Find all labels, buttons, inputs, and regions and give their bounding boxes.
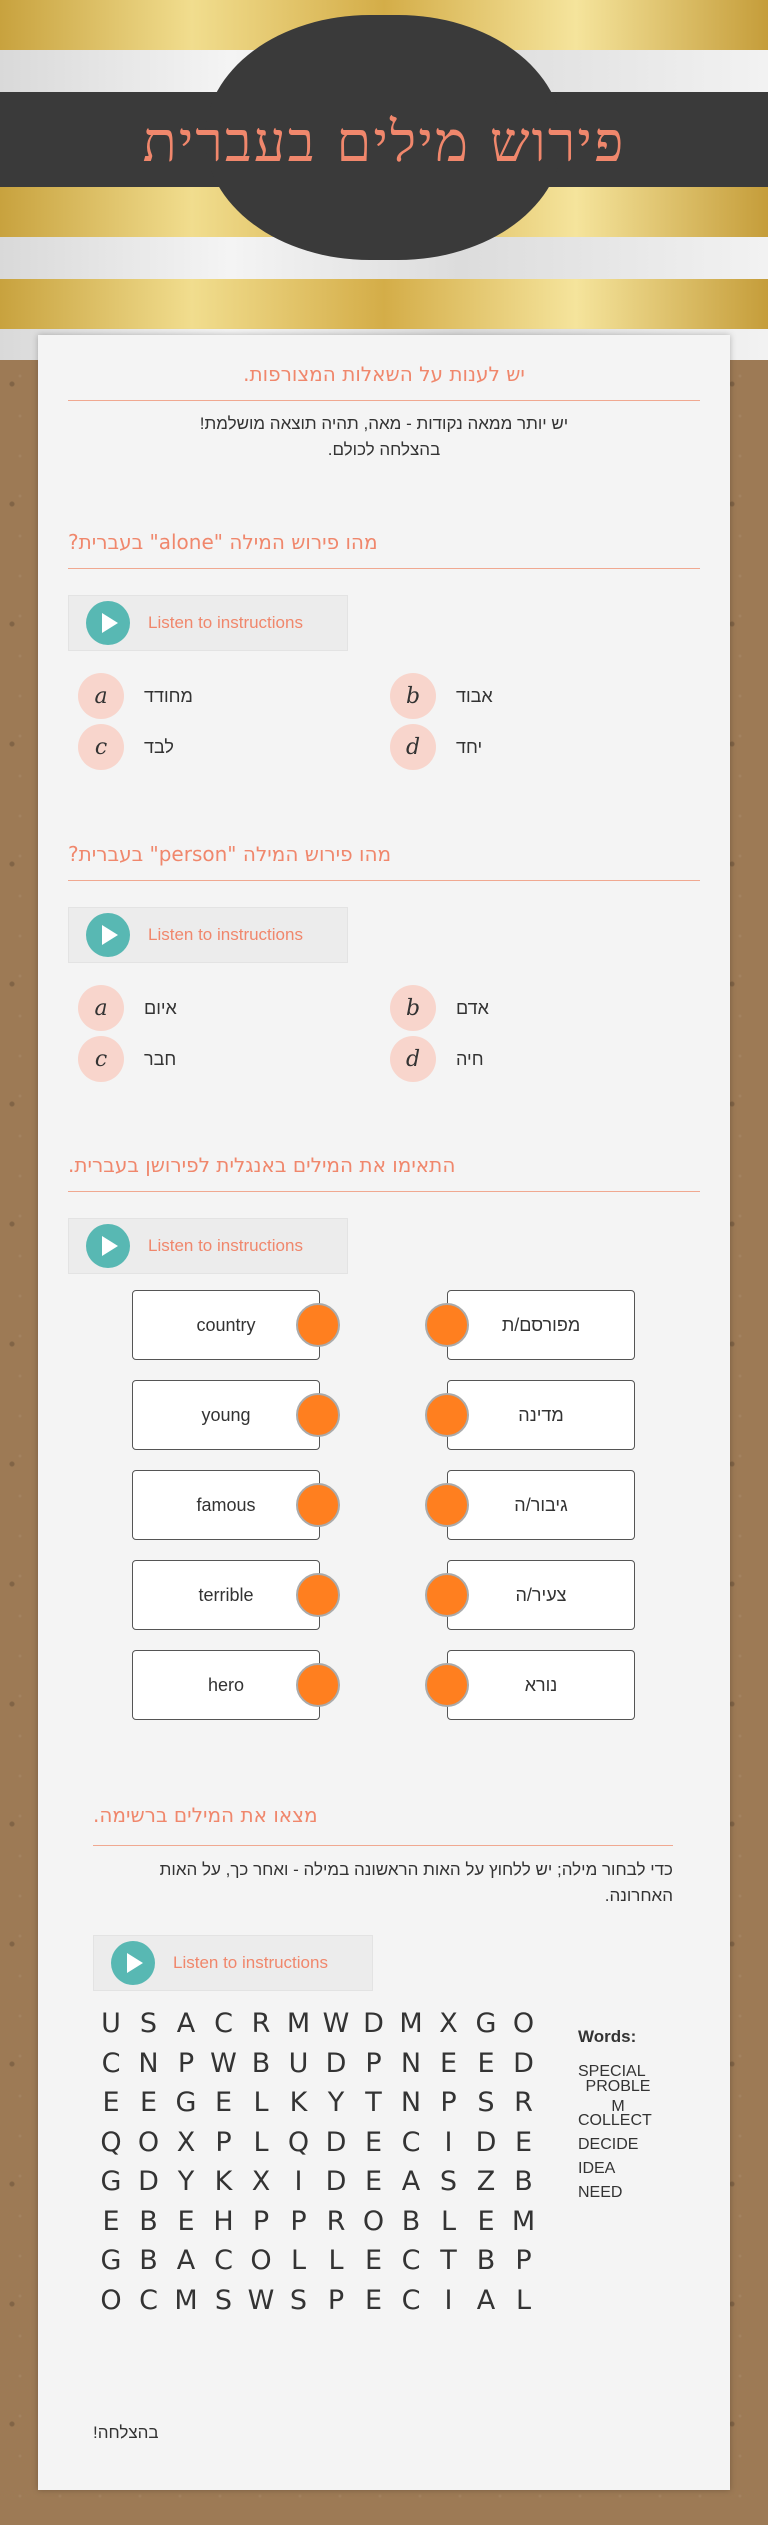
- play-icon[interactable]: [111, 1941, 155, 1985]
- option-text: איום: [144, 997, 177, 1018]
- grid-letter[interactable]: D: [325, 2126, 347, 2158]
- grid-letter[interactable]: E: [364, 2245, 383, 2276]
- grid-letter[interactable]: D: [363, 2008, 384, 2039]
- grid-letter[interactable]: C: [214, 2008, 233, 2039]
- play-icon[interactable]: [86, 913, 130, 957]
- match-left-item[interactable]: terrible: [132, 1560, 320, 1630]
- grid-letter[interactable]: E: [514, 2126, 533, 2158]
- play-icon[interactable]: [86, 1224, 130, 1268]
- grid-letter[interactable]: L: [328, 2245, 344, 2276]
- grid-letter[interactable]: P: [365, 2047, 382, 2079]
- grid-letter[interactable]: P: [290, 2205, 307, 2237]
- grid-letter[interactable]: D: [138, 2166, 159, 2197]
- q4-instructions: כדי לבחור מילה; יש ללחוץ על האות הראשונה במילה - ואחר כך, על האות האחרונה.: [159, 1860, 673, 1905]
- words-heading: Words:: [578, 2027, 637, 2046]
- grid-letter[interactable]: B: [401, 2205, 421, 2237]
- grid-letter[interactable]: S: [139, 2008, 158, 2039]
- option-letter: a: [78, 985, 124, 1031]
- listen-instructions-button[interactable]: [68, 1218, 348, 1274]
- option-text: אדם: [456, 997, 489, 1018]
- word-item: IDEA: [578, 2160, 616, 2177]
- match-connector-dot[interactable]: [425, 1393, 469, 1437]
- match-connector-dot[interactable]: [425, 1573, 469, 1617]
- grid-letter[interactable]: O: [250, 2245, 272, 2276]
- grid-letter[interactable]: E: [477, 2047, 495, 2079]
- match-connector-dot[interactable]: [296, 1663, 340, 1707]
- grid-letter[interactable]: X: [251, 2166, 271, 2197]
- grid-letter[interactable]: K: [214, 2166, 233, 2197]
- page-title: פירוש מילים בעברית: [142, 110, 626, 175]
- intro-line2: בהצלחה לכולם.: [327, 440, 441, 459]
- grid-letter[interactable]: W: [247, 2284, 275, 2316]
- q2-option-a[interactable]: [78, 984, 177, 1032]
- q1-title: מהו פירוש המילה "alone" בעברית?: [68, 530, 378, 554]
- grid-letter[interactable]: C: [401, 2126, 421, 2158]
- grid-letter[interactable]: E: [364, 2126, 383, 2158]
- grid-letter[interactable]: N: [400, 2087, 422, 2118]
- option-text: יחד: [456, 736, 483, 757]
- grid-letter[interactable]: X: [439, 2008, 458, 2039]
- grid-letter[interactable]: Y: [327, 2087, 345, 2118]
- grid-letter[interactable]: E: [177, 2205, 195, 2237]
- grid-letter[interactable]: E: [139, 2087, 158, 2118]
- word-item: NEED: [578, 2184, 623, 2201]
- grid-letter[interactable]: A: [176, 2008, 196, 2039]
- listen-instructions-button[interactable]: [93, 1935, 373, 1991]
- match-right-item[interactable]: מדינה: [447, 1380, 635, 1450]
- q2-option-d[interactable]: [390, 1035, 484, 1083]
- option-text: אבוד: [456, 685, 493, 706]
- grid-letter[interactable]: G: [475, 2008, 497, 2039]
- listen-label: Listen to instructions: [148, 613, 303, 632]
- match-right-item[interactable]: צעיר/ה: [447, 1560, 635, 1630]
- option-letter: b: [390, 985, 436, 1031]
- option-text: לבד: [144, 736, 174, 757]
- worksheet-card: [38, 335, 730, 2490]
- grid-letter[interactable]: E: [439, 2047, 458, 2079]
- footer-text: בהצלחה!: [93, 2423, 159, 2442]
- q1-option-c[interactable]: [78, 723, 174, 771]
- grid-letter[interactable]: G: [175, 2087, 197, 2118]
- listen-instructions-button[interactable]: [68, 595, 348, 651]
- grid-letter[interactable]: M: [174, 2284, 198, 2316]
- grid-letter[interactable]: E: [364, 2166, 383, 2197]
- grid-letter[interactable]: S: [439, 2166, 458, 2197]
- match-connector-dot[interactable]: [425, 1303, 469, 1347]
- grid-letter[interactable]: E: [102, 2205, 120, 2237]
- grid-letter[interactable]: D: [325, 2166, 347, 2197]
- q2-option-b[interactable]: [390, 984, 489, 1032]
- grid-letter[interactable]: I: [444, 2284, 453, 2316]
- word-item: COLLECT: [578, 2112, 652, 2129]
- grid-letter[interactable]: A: [176, 2245, 196, 2276]
- grid-letter[interactable]: B: [514, 2166, 533, 2197]
- match-connector-dot[interactable]: [296, 1483, 340, 1527]
- grid-letter[interactable]: C: [214, 2245, 233, 2276]
- grid-letter[interactable]: Z: [476, 2166, 496, 2197]
- grid-letter[interactable]: B: [251, 2047, 271, 2079]
- grid-letter[interactable]: W: [322, 2008, 350, 2039]
- grid-letter[interactable]: A: [401, 2166, 421, 2197]
- grid-letter[interactable]: E: [364, 2284, 383, 2316]
- divider: [68, 1191, 700, 1192]
- match-left-item[interactable]: country: [132, 1290, 320, 1360]
- word-item: PROBLE M: [585, 2078, 651, 2115]
- grid-letter[interactable]: B: [476, 2245, 496, 2276]
- q4-title: מצאו את המילים ברשימה.: [93, 1803, 318, 1827]
- grid-letter[interactable]: P: [252, 2205, 270, 2237]
- grid-letter[interactable]: G: [100, 2245, 122, 2276]
- grid-letter[interactable]: C: [139, 2284, 158, 2316]
- divider: [93, 1845, 673, 1846]
- grid-letter[interactable]: M: [286, 2008, 311, 2039]
- gold-stripe: [0, 279, 768, 329]
- grid-letter[interactable]: E: [102, 2087, 120, 2118]
- grid-letter[interactable]: C: [401, 2245, 421, 2276]
- divider: [68, 400, 700, 401]
- grid-letter[interactable]: Y: [177, 2166, 195, 2197]
- q3-title: התאימו את המילים באנגלית לפירושן בעברית.: [68, 1153, 456, 1177]
- grid-letter[interactable]: U: [101, 2008, 121, 2039]
- grid-letter[interactable]: P: [440, 2087, 457, 2118]
- grid-letter[interactable]: R: [326, 2205, 346, 2237]
- grid-letter[interactable]: S: [477, 2087, 495, 2118]
- q1-option-a[interactable]: [78, 672, 193, 720]
- listen-label: Listen to instructions: [173, 1953, 328, 1972]
- match-left-item[interactable]: hero: [132, 1650, 320, 1720]
- grid-letter[interactable]: S: [214, 2284, 233, 2316]
- grid-letter[interactable]: X: [176, 2126, 196, 2158]
- match-connector-dot[interactable]: [425, 1483, 469, 1527]
- option-text: חיה: [456, 1048, 484, 1069]
- grid-letter[interactable]: B: [139, 2245, 158, 2276]
- grid-letter[interactable]: W: [210, 2047, 237, 2079]
- q2-title: מהו פירוש המילה "person" בעברית?: [68, 842, 392, 866]
- word-item: DECIDE: [578, 2136, 639, 2153]
- grid-letter[interactable]: Q: [100, 2126, 122, 2158]
- q2-option-c[interactable]: [78, 1035, 176, 1083]
- option-letter: d: [390, 1036, 436, 1082]
- grid-letter[interactable]: P: [215, 2126, 232, 2158]
- grid-letter[interactable]: L: [515, 2284, 532, 2316]
- grid-letter[interactable]: G: [100, 2166, 122, 2197]
- listen-label: Listen to instructions: [148, 925, 303, 944]
- grid-letter[interactable]: T: [365, 2087, 382, 2118]
- grid-letter[interactable]: P: [327, 2284, 345, 2316]
- grid-letter[interactable]: O: [100, 2284, 122, 2316]
- grid-letter[interactable]: R: [251, 2008, 271, 2039]
- grid-letter[interactable]: N: [138, 2047, 159, 2079]
- listen-instructions-button[interactable]: [68, 907, 348, 963]
- grid-letter[interactable]: H: [213, 2205, 234, 2237]
- header-banner: [0, 0, 768, 360]
- word-item: SPECIAL: [578, 2063, 646, 2080]
- intro-heading: יש לענות על השאלות המצורפות.: [243, 362, 525, 386]
- grid-letter[interactable]: L: [253, 2126, 269, 2158]
- grid-letter[interactable]: L: [253, 2087, 269, 2118]
- q1-option-d[interactable]: [390, 723, 482, 771]
- option-text: חבר: [144, 1048, 177, 1069]
- grid-letter[interactable]: R: [514, 2087, 533, 2118]
- grid-letter[interactable]: L: [290, 2245, 307, 2276]
- match-left-item[interactable]: famous: [132, 1470, 320, 1540]
- grid-letter[interactable]: I: [444, 2126, 453, 2158]
- grid-letter[interactable]: M: [511, 2205, 536, 2237]
- option-letter: d: [390, 724, 436, 770]
- match-connector-dot[interactable]: [296, 1573, 340, 1617]
- grid-letter[interactable]: E: [477, 2205, 495, 2237]
- match-left-item[interactable]: young: [132, 1380, 320, 1450]
- grid-letter[interactable]: I: [294, 2166, 303, 2197]
- grid-letter[interactable]: B: [139, 2205, 158, 2237]
- grid-letter[interactable]: L: [440, 2205, 457, 2237]
- match-connector-dot[interactable]: [425, 1663, 469, 1707]
- grid-letter[interactable]: D: [513, 2047, 534, 2079]
- grid-letter[interactable]: N: [400, 2047, 422, 2079]
- grid-letter[interactable]: E: [214, 2087, 233, 2118]
- grid-letter[interactable]: Q: [287, 2126, 310, 2158]
- match-right-item[interactable]: גיבור/ה: [447, 1470, 635, 1540]
- grid-letter[interactable]: O: [512, 2008, 535, 2039]
- grid-letter[interactable]: D: [475, 2126, 497, 2158]
- grid-letter[interactable]: T: [440, 2245, 457, 2276]
- grid-letter[interactable]: C: [101, 2047, 121, 2079]
- grid-letter[interactable]: A: [476, 2284, 496, 2316]
- match-connector-dot[interactable]: [296, 1303, 340, 1347]
- option-letter: c: [78, 1036, 124, 1082]
- grid-letter[interactable]: U: [288, 2047, 309, 2079]
- grid-letter[interactable]: P: [177, 2047, 195, 2079]
- match-right-item[interactable]: נורא: [447, 1650, 635, 1720]
- grid-letter[interactable]: O: [137, 2126, 160, 2158]
- option-letter: c: [78, 724, 124, 770]
- intro-line1: יש יותר ממאה נקודות - מאה, תהיה תוצאה מושלמת!: [199, 414, 569, 433]
- divider: [68, 568, 700, 569]
- grid-letter[interactable]: O: [362, 2205, 385, 2237]
- grid-letter[interactable]: P: [515, 2245, 532, 2276]
- option-letter: a: [78, 673, 124, 719]
- divider: [68, 880, 700, 881]
- match-connector-dot[interactable]: [296, 1393, 340, 1437]
- grid-letter[interactable]: K: [289, 2087, 308, 2118]
- match-right-item[interactable]: מפורסם/ת: [447, 1290, 635, 1360]
- grid-letter[interactable]: S: [289, 2284, 308, 2316]
- grid-letter[interactable]: M: [399, 2008, 423, 2039]
- grid-letter[interactable]: D: [325, 2047, 347, 2079]
- play-icon[interactable]: [86, 601, 130, 645]
- grid-letter[interactable]: C: [401, 2284, 421, 2316]
- option-text: מחודד: [144, 685, 193, 706]
- listen-label: Listen to instructions: [148, 1236, 303, 1255]
- option-letter: b: [390, 673, 436, 719]
- q1-option-b[interactable]: [390, 672, 493, 720]
